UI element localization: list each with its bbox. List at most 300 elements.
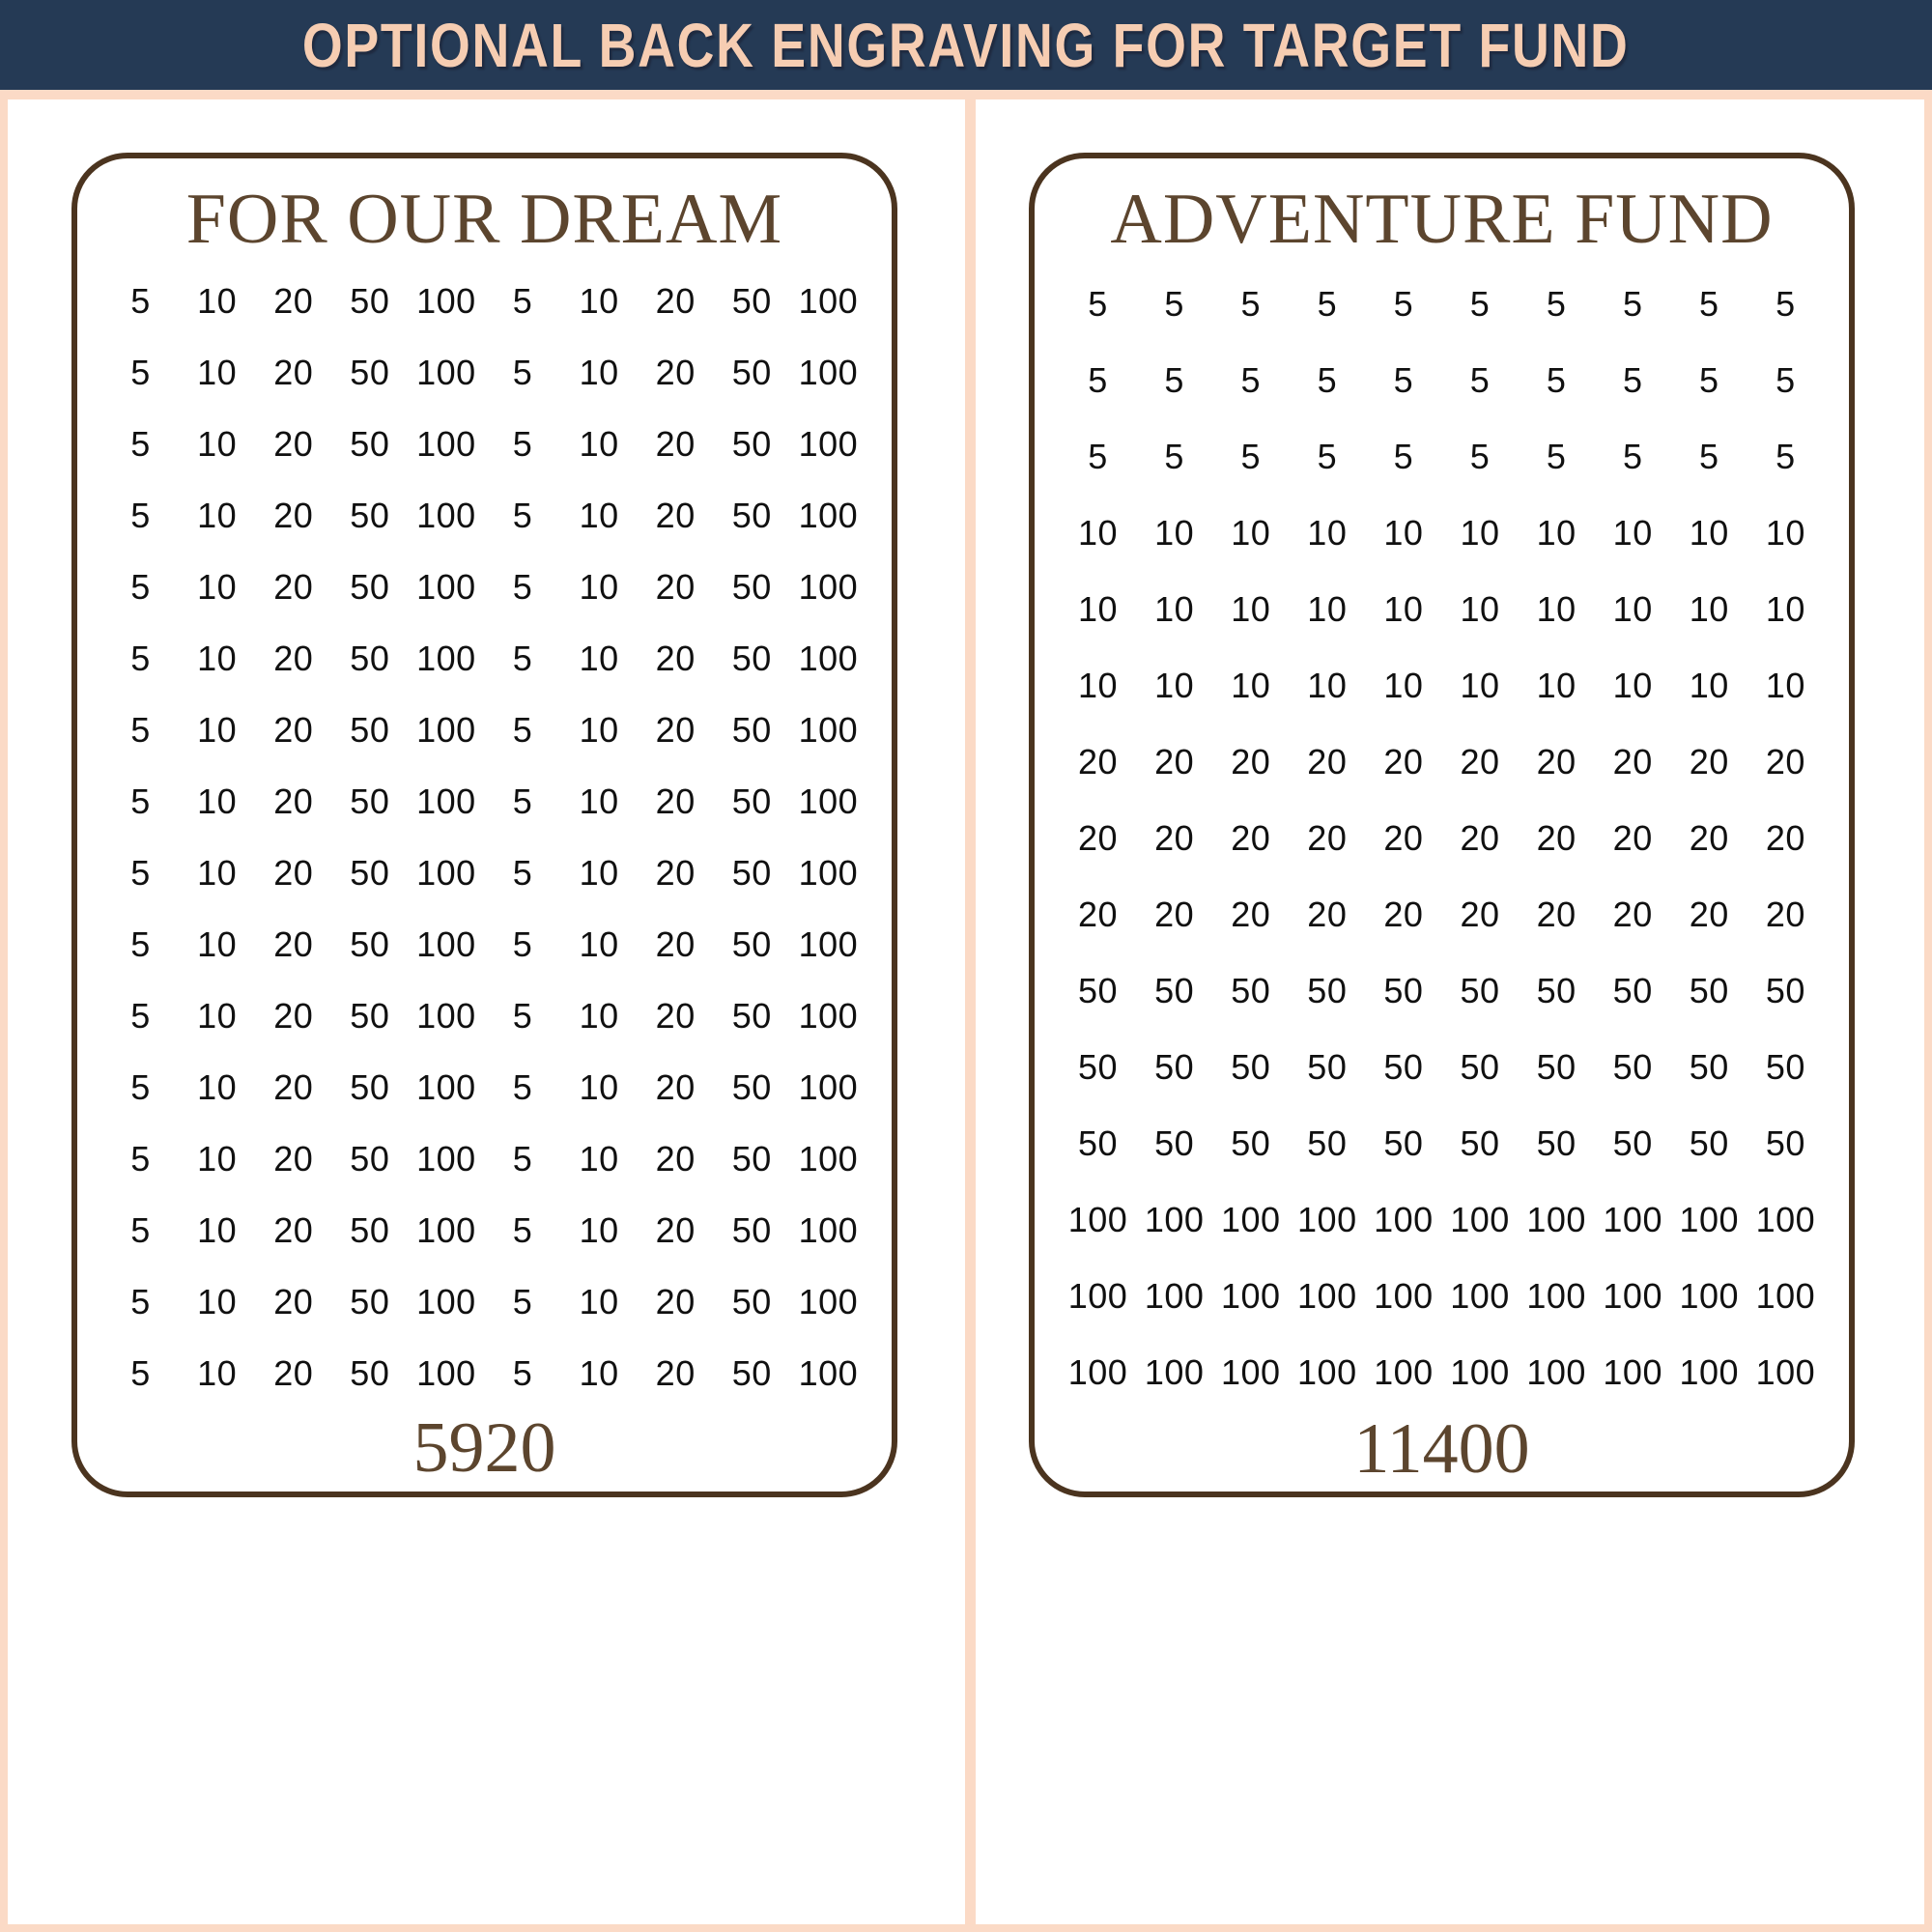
amount-cell: 5 (1776, 436, 1796, 476)
amount-cell: 20 (655, 853, 696, 894)
amount-cell: 100 (1374, 1351, 1434, 1392)
amount-cell: 100 (1067, 1351, 1128, 1392)
amount-cell: 20 (655, 496, 696, 536)
amount-cell: 10 (197, 710, 238, 751)
amount-cell: 5 (512, 924, 533, 965)
amount-cell: 10 (1536, 588, 1577, 629)
amount-cell: 100 (1450, 1275, 1510, 1316)
amount-cell: 10 (579, 1353, 619, 1394)
amount-cell: 20 (273, 1282, 314, 1322)
amount-cell: 100 (416, 281, 476, 322)
amount-cell: 100 (416, 1353, 476, 1394)
amount-cell: 5 (1164, 359, 1184, 400)
amount-cell: 20 (655, 424, 696, 465)
amount-cell: 5 (1393, 283, 1414, 324)
amount-cell: 100 (416, 996, 476, 1037)
amount-cell: 10 (579, 781, 619, 822)
amount-cell: 50 (1231, 970, 1271, 1010)
amount-cell: 20 (1536, 741, 1577, 781)
amount-cell: 100 (416, 424, 476, 465)
amount-cell: 5 (512, 1067, 533, 1108)
amount-cell: 10 (1612, 512, 1653, 553)
amount-cell: 5 (130, 281, 151, 322)
amount-cell: 10 (1765, 665, 1805, 705)
amount-cell: 20 (1612, 817, 1653, 858)
panel-right (976, 99, 1924, 1924)
amount-cell: 100 (416, 353, 476, 393)
amount-cell: 5 (130, 496, 151, 536)
amount-cell: 5 (1317, 359, 1338, 400)
amount-row (102, 1123, 867, 1195)
amount-cell: 10 (197, 424, 238, 465)
amount-cell: 20 (1078, 817, 1119, 858)
amount-cell: 100 (798, 639, 859, 679)
amount-cell: 10 (197, 567, 238, 608)
card-total-dream: 5920 (412, 1408, 556, 1489)
amount-cell: 10 (1536, 665, 1577, 705)
amount-cell: 50 (1154, 1046, 1195, 1087)
amount-cell: 50 (731, 924, 772, 965)
amount-cell: 20 (1307, 741, 1348, 781)
amount-cell: 50 (1536, 970, 1577, 1010)
amount-cell: 20 (273, 924, 314, 965)
amount-cell: 100 (416, 496, 476, 536)
amount-cell: 10 (197, 853, 238, 894)
amount-row (102, 266, 867, 337)
amount-cell: 50 (1078, 1122, 1119, 1163)
amount-cell: 5 (1699, 359, 1719, 400)
amount-cell: 10 (579, 710, 619, 751)
amount-cell: 20 (1460, 894, 1500, 934)
amount-cell: 10 (1383, 665, 1424, 705)
amount-cell: 10 (579, 353, 619, 393)
amount-cell: 100 (798, 281, 859, 322)
amount-cell: 10 (1536, 512, 1577, 553)
engraving-card-adventure (1029, 153, 1855, 1497)
card-total-adventure: 11400 (1353, 1409, 1530, 1490)
amount-cell: 10 (579, 281, 619, 322)
amount-cell: 50 (1460, 970, 1500, 1010)
amount-row (1060, 342, 1824, 418)
amount-cell: 100 (1526, 1275, 1586, 1316)
amount-cell: 20 (1383, 894, 1424, 934)
amount-cell: 5 (130, 1067, 151, 1108)
amount-row (102, 480, 867, 552)
amount-cell: 10 (1765, 588, 1805, 629)
amount-cell: 50 (1307, 1046, 1348, 1087)
amount-cell: 100 (1755, 1351, 1816, 1392)
amount-cell: 50 (350, 424, 390, 465)
amount-cell: 5 (1240, 283, 1261, 324)
amount-cell: 20 (1231, 741, 1271, 781)
amount-cell: 10 (1078, 588, 1119, 629)
amount-cell: 50 (350, 1282, 390, 1322)
amount-grid-adventure (1035, 266, 1849, 1410)
amount-cell: 100 (1220, 1275, 1281, 1316)
amount-cell: 100 (1450, 1199, 1510, 1239)
amount-row (1060, 266, 1824, 342)
amount-cell: 5 (1240, 436, 1261, 476)
amount-row (102, 695, 867, 766)
amount-row (1060, 571, 1824, 647)
amount-cell: 5 (130, 996, 151, 1037)
amount-cell: 20 (655, 710, 696, 751)
amount-cell: 5 (130, 781, 151, 822)
amount-cell: 100 (1297, 1199, 1357, 1239)
amount-cell: 50 (731, 996, 772, 1037)
amount-cell: 50 (1231, 1046, 1271, 1087)
amount-cell: 20 (273, 1210, 314, 1251)
amount-cell: 10 (1307, 512, 1348, 553)
amount-cell: 5 (1088, 359, 1108, 400)
amount-cell: 20 (273, 496, 314, 536)
amount-cell: 50 (350, 1067, 390, 1108)
amount-cell: 20 (273, 567, 314, 608)
amount-cell: 10 (1383, 512, 1424, 553)
amount-cell: 50 (731, 567, 772, 608)
amount-cell: 50 (1383, 970, 1424, 1010)
amount-cell: 10 (1231, 665, 1271, 705)
amount-row (102, 909, 867, 980)
amount-cell: 50 (350, 1210, 390, 1251)
amount-cell: 10 (579, 853, 619, 894)
amount-cell: 20 (655, 639, 696, 679)
amount-cell: 50 (731, 1353, 772, 1394)
amount-cell: 20 (1078, 894, 1119, 934)
amount-cell: 5 (1164, 283, 1184, 324)
amount-cell: 5 (512, 1139, 533, 1179)
amount-cell: 10 (579, 924, 619, 965)
page-title: OPTIONAL BACK ENGRAVING FOR TARGET FUND (302, 10, 1630, 80)
amount-cell: 5 (512, 853, 533, 894)
amount-cell: 100 (798, 424, 859, 465)
amount-row (102, 980, 867, 1052)
amount-cell: 20 (1765, 817, 1805, 858)
amount-cell: 100 (798, 781, 859, 822)
amount-cell: 20 (655, 567, 696, 608)
amount-cell: 5 (130, 1139, 151, 1179)
amount-row (102, 337, 867, 409)
amount-cell: 10 (1612, 665, 1653, 705)
amount-cell: 5 (1088, 283, 1108, 324)
amount-cell: 20 (273, 1139, 314, 1179)
amount-cell: 20 (1154, 894, 1195, 934)
amount-cell: 20 (273, 853, 314, 894)
amount-cell: 20 (1383, 817, 1424, 858)
amount-cell: 50 (350, 781, 390, 822)
amount-cell: 5 (1699, 436, 1719, 476)
amount-cell: 10 (1689, 665, 1729, 705)
amount-cell: 20 (655, 1353, 696, 1394)
amount-cell: 100 (416, 639, 476, 679)
amount-cell: 10 (1460, 665, 1500, 705)
amount-cell: 100 (1067, 1199, 1128, 1239)
amount-cell: 50 (1765, 1046, 1805, 1087)
amount-cell: 20 (655, 1210, 696, 1251)
amount-cell: 100 (798, 710, 859, 751)
amount-cell: 20 (1689, 817, 1729, 858)
amount-cell: 50 (350, 496, 390, 536)
amount-cell: 20 (1689, 741, 1729, 781)
amount-cell: 20 (1154, 741, 1195, 781)
amount-cell: 100 (1755, 1199, 1816, 1239)
amount-cell: 10 (197, 1282, 238, 1322)
amount-row (1060, 1334, 1824, 1410)
amount-cell: 20 (655, 996, 696, 1037)
amount-cell: 100 (798, 1067, 859, 1108)
amount-cell: 20 (273, 353, 314, 393)
amount-cell: 50 (1536, 1122, 1577, 1163)
amount-cell: 100 (416, 1139, 476, 1179)
amount-cell: 5 (1546, 359, 1567, 400)
amount-cell: 5 (130, 639, 151, 679)
amount-cell: 5 (1776, 359, 1796, 400)
card-title-dream: FOR OUR DREAM (185, 180, 783, 259)
amount-cell: 50 (731, 853, 772, 894)
amount-cell: 50 (731, 353, 772, 393)
amount-cell: 100 (1144, 1275, 1205, 1316)
amount-cell: 5 (512, 1353, 533, 1394)
amount-cell: 50 (731, 424, 772, 465)
amount-cell: 50 (1154, 1122, 1195, 1163)
amount-cell: 100 (1679, 1351, 1740, 1392)
amount-row (1060, 800, 1824, 876)
amount-cell: 5 (1469, 436, 1491, 476)
amount-cell: 10 (197, 353, 238, 393)
amount-cell: 100 (798, 496, 859, 536)
amount-cell: 100 (798, 353, 859, 393)
amount-cell: 20 (273, 996, 314, 1037)
amount-cell: 50 (731, 710, 772, 751)
amount-cell: 100 (1603, 1351, 1662, 1392)
amount-cell: 50 (350, 1139, 390, 1179)
amount-cell: 20 (273, 710, 314, 751)
amount-cell: 5 (130, 1210, 151, 1251)
amount-cell: 5 (1699, 283, 1719, 324)
amount-cell: 50 (350, 353, 390, 393)
amount-row (1060, 418, 1824, 495)
amount-row (1060, 876, 1824, 952)
amount-cell: 5 (512, 281, 533, 322)
amount-cell: 100 (416, 853, 476, 894)
amount-row (1060, 724, 1824, 800)
amount-cell: 20 (1307, 817, 1348, 858)
amount-cell: 50 (1231, 1122, 1271, 1163)
amount-cell: 50 (350, 924, 390, 965)
amount-cell: 5 (130, 567, 151, 608)
amount-cell: 5 (1317, 283, 1338, 324)
engraving-card-dream (71, 153, 897, 1497)
amount-cell: 20 (1307, 894, 1348, 934)
amount-cell: 50 (731, 1067, 772, 1108)
amount-cell: 5 (1622, 359, 1643, 400)
amount-cell: 100 (1526, 1351, 1586, 1392)
amount-cell: 20 (1154, 817, 1195, 858)
amount-cell: 50 (1765, 970, 1805, 1010)
amount-cell: 100 (416, 924, 476, 965)
amount-cell: 100 (416, 1067, 476, 1108)
amount-cell: 5 (1776, 283, 1796, 324)
amount-cell: 50 (731, 781, 772, 822)
amount-cell: 50 (1307, 1122, 1348, 1163)
amount-row (102, 552, 867, 623)
amount-cell: 100 (416, 710, 476, 751)
amount-cell: 50 (731, 1210, 772, 1251)
amount-cell: 100 (1220, 1351, 1281, 1392)
amount-cell: 10 (579, 567, 619, 608)
amount-cell: 5 (1622, 436, 1643, 476)
amount-cell: 5 (512, 639, 533, 679)
amount-cell: 50 (350, 710, 390, 751)
amount-cell: 100 (1374, 1199, 1434, 1239)
amount-cell: 5 (1164, 436, 1184, 476)
amount-cell: 20 (273, 1353, 314, 1394)
amount-cell: 100 (1526, 1199, 1586, 1239)
amount-cell: 50 (731, 281, 772, 322)
amount-row (102, 409, 867, 480)
amount-cell: 20 (273, 424, 314, 465)
panel-left (8, 99, 965, 1924)
amount-cell: 5 (130, 1282, 151, 1322)
amount-row (102, 623, 867, 695)
amount-cell: 100 (798, 1210, 859, 1251)
amount-cell: 20 (1765, 894, 1805, 934)
amount-cell: 10 (1383, 588, 1424, 629)
amount-cell: 10 (1765, 512, 1805, 553)
amount-cell: 20 (1231, 817, 1271, 858)
amount-cell: 20 (655, 781, 696, 822)
amount-cell: 10 (1231, 512, 1271, 553)
amount-cell: 5 (130, 1353, 151, 1394)
amount-cell: 20 (1460, 741, 1500, 781)
amount-cell: 50 (731, 1139, 772, 1179)
amount-cell: 10 (197, 1353, 238, 1394)
amount-cell: 100 (798, 924, 859, 965)
amount-cell: 50 (1612, 970, 1653, 1010)
amount-cell: 10 (197, 1067, 238, 1108)
amount-cell: 5 (512, 996, 533, 1037)
amount-cell: 5 (1393, 359, 1414, 400)
amount-cell: 10 (1154, 588, 1195, 629)
amount-cell: 100 (798, 1353, 859, 1394)
amount-row (1060, 952, 1824, 1029)
amount-cell: 10 (579, 496, 619, 536)
amount-row (102, 1266, 867, 1338)
amount-cell: 10 (1154, 665, 1195, 705)
amount-cell: 100 (798, 567, 859, 608)
amount-cell: 10 (579, 1282, 619, 1322)
amount-cell: 5 (512, 567, 533, 608)
amount-row (1060, 1029, 1824, 1105)
amount-cell: 10 (197, 996, 238, 1037)
amount-cell: 50 (1078, 1046, 1119, 1087)
amount-cell: 10 (197, 1139, 238, 1179)
amount-cell: 100 (1450, 1351, 1510, 1392)
amount-cell: 10 (579, 1139, 619, 1179)
amount-cell: 5 (512, 710, 533, 751)
amount-cell: 20 (655, 281, 696, 322)
amount-cell: 50 (1078, 970, 1119, 1010)
amount-cell: 10 (1460, 512, 1500, 553)
amount-cell: 100 (1603, 1275, 1662, 1316)
amount-cell: 10 (1460, 588, 1500, 629)
amount-cell: 100 (416, 567, 476, 608)
amount-cell: 20 (1383, 741, 1424, 781)
amount-cell: 10 (1154, 512, 1195, 553)
amount-cell: 5 (1317, 436, 1338, 476)
amount-row (102, 1195, 867, 1266)
amount-cell: 5 (130, 710, 151, 751)
amount-cell: 5 (1393, 436, 1414, 476)
amount-cell: 5 (512, 424, 533, 465)
amount-cell: 100 (1144, 1351, 1205, 1392)
amount-row (1060, 1258, 1824, 1334)
amount-cell: 100 (1603, 1199, 1662, 1239)
amount-cell: 50 (1765, 1122, 1805, 1163)
amount-cell: 10 (197, 1210, 238, 1251)
amount-cell: 50 (731, 639, 772, 679)
amount-cell: 10 (197, 496, 238, 536)
amount-cell: 20 (1689, 894, 1729, 934)
amount-cell: 5 (1546, 436, 1567, 476)
amount-cell: 50 (1612, 1046, 1653, 1087)
amount-cell: 10 (579, 639, 619, 679)
amount-cell: 100 (1755, 1275, 1816, 1316)
amount-cell: 10 (579, 424, 619, 465)
amount-cell: 10 (1307, 588, 1348, 629)
amount-cell: 20 (655, 1067, 696, 1108)
amount-cell: 100 (798, 1282, 859, 1322)
amount-cell: 20 (273, 639, 314, 679)
amount-cell: 50 (350, 639, 390, 679)
amount-cell: 50 (1612, 1122, 1653, 1163)
amount-cell: 5 (512, 496, 533, 536)
amount-cell: 50 (731, 496, 772, 536)
amount-cell: 100 (1374, 1275, 1434, 1316)
amount-cell: 50 (1154, 970, 1195, 1010)
amount-cell: 10 (1689, 512, 1729, 553)
amount-cell: 50 (1536, 1046, 1577, 1087)
amount-cell: 10 (579, 1210, 619, 1251)
amount-cell: 10 (1231, 588, 1271, 629)
amount-cell: 20 (1231, 894, 1271, 934)
amount-cell: 100 (416, 781, 476, 822)
amount-row (102, 1338, 867, 1409)
amount-cell: 20 (1078, 741, 1119, 781)
amount-row (1060, 1181, 1824, 1258)
amount-cell: 20 (655, 353, 696, 393)
amount-cell: 100 (1067, 1275, 1128, 1316)
amount-cell: 20 (1612, 894, 1653, 934)
amount-row (1060, 647, 1824, 724)
amount-cell: 50 (350, 1353, 390, 1394)
amount-cell: 100 (798, 853, 859, 894)
amount-cell: 50 (1689, 1046, 1729, 1087)
amount-cell: 10 (579, 996, 619, 1037)
amount-row (1060, 1105, 1824, 1181)
amount-cell: 100 (416, 1210, 476, 1251)
amount-cell: 100 (1679, 1275, 1740, 1316)
amount-cell: 5 (130, 353, 151, 393)
amount-cell: 50 (350, 567, 390, 608)
amount-cell: 100 (798, 996, 859, 1037)
amount-cell: 100 (1220, 1199, 1281, 1239)
amount-cell: 5 (1622, 283, 1643, 324)
amount-cell: 10 (197, 781, 238, 822)
amount-cell: 100 (1144, 1199, 1205, 1239)
amount-cell: 20 (1536, 817, 1577, 858)
amount-cell: 50 (1460, 1122, 1500, 1163)
